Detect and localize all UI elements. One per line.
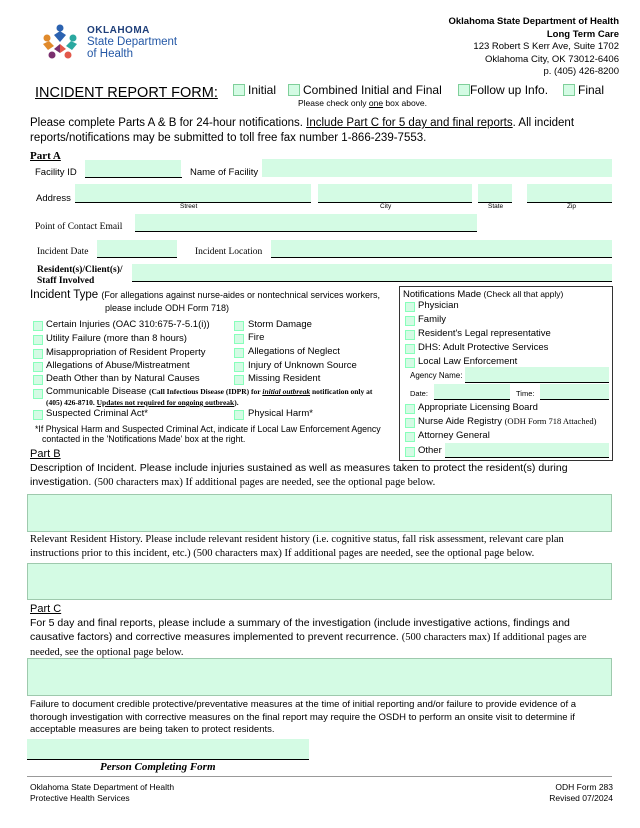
- part-c-text-tail: (500 characters max) If additional pages are needed, see the optional page below.: [30, 632, 587, 658]
- notify-checkbox-4[interactable]: [405, 344, 415, 354]
- physical-harm-checkbox[interactable]: [234, 410, 244, 420]
- notify-checkbox-1[interactable]: [405, 302, 415, 312]
- logo-people-icon: [40, 22, 80, 62]
- logo-line-3: of Health: [87, 48, 134, 60]
- part-b-desc-main: Description of Incident. Please include injuries sustained as well as measures taken to protect the resident(s) during investigation.: [30, 462, 568, 488]
- report-type-initial-checkbox[interactable]: [233, 84, 245, 96]
- incident-right-checkbox-3[interactable]: [234, 348, 244, 358]
- incident-left-label-5: Death Other than by Natural Causes: [46, 373, 200, 384]
- notifications-heading-note: (Check all that apply): [481, 289, 564, 299]
- history-textarea[interactable]: [27, 563, 612, 600]
- facility-id-input[interactable]: [85, 160, 181, 177]
- state-caption: State: [488, 203, 504, 210]
- incident-left-label-1: Certain Injuries (OAC 310:675-7-5.1(i)): [46, 319, 210, 330]
- part-b-desc-tail: (500 characters max) If additional pages are needed, see the optional page below.: [94, 477, 436, 488]
- agency-header: [448, 16, 619, 79]
- communicable-note-d: (405) 426-8710.: [46, 398, 97, 407]
- instructions-a: Please complete Parts A & B for 24-hour notifications.: [30, 117, 307, 129]
- communicable-note-line-2: [46, 398, 239, 407]
- incident-right-label-4: Injury of Unknown Source: [248, 360, 357, 371]
- incident-left-checkbox-5[interactable]: [33, 375, 43, 385]
- licensing-board-checkbox[interactable]: [405, 404, 415, 414]
- agency-division: Long Term Care: [546, 28, 619, 40]
- contact-email-input[interactable]: [135, 214, 477, 231]
- incident-left-label-4: Allegations of Abuse/Mistreatment: [46, 360, 190, 371]
- notify-label-5: Local Law Enforcement: [418, 356, 518, 367]
- instructions-b: Include Part C for 5 day and final reports: [306, 117, 513, 129]
- address-state-input[interactable]: [478, 184, 512, 202]
- report-type-combined-label: Combined Initial and Final: [303, 83, 442, 97]
- agency-phone: p. (405) 426-8200: [543, 66, 619, 77]
- other-label: Other: [418, 445, 442, 456]
- footer-left: [30, 782, 174, 804]
- notifications-heading-text: Notifications Made: [403, 289, 482, 300]
- incident-left-checkbox-3[interactable]: [33, 349, 43, 359]
- residents-underline: [132, 281, 612, 282]
- agency-name: Oklahoma State Department of Health: [448, 16, 619, 27]
- summary-textarea[interactable]: [27, 658, 612, 696]
- communicable-note-e: Updates not required for ongoing outbreak: [96, 398, 235, 407]
- part-a-heading: Part A: [30, 150, 61, 162]
- incident-left-checkbox-4[interactable]: [33, 362, 43, 372]
- part-c-text: [30, 616, 612, 660]
- incident-location-underline: [271, 257, 612, 258]
- incident-right-checkbox-2[interactable]: [234, 334, 244, 344]
- part-b-heading: Part B: [30, 448, 61, 460]
- notify-label-2: Family: [418, 314, 446, 325]
- report-type-followup-checkbox[interactable]: [458, 84, 470, 96]
- incident-left-checkbox-1[interactable]: [33, 321, 43, 331]
- person-completing-underline: [27, 759, 309, 760]
- notify-time-underline: [540, 399, 609, 400]
- notify-date-input[interactable]: [434, 384, 510, 399]
- incident-left-label-2: Utility Failure (more than 8 hours): [46, 333, 187, 344]
- address-label: Address: [36, 193, 71, 204]
- notify-checkbox-2[interactable]: [405, 316, 415, 326]
- incident-date-input[interactable]: [97, 240, 177, 257]
- report-type-initial-label: Initial: [248, 83, 277, 97]
- notify-label-1: Physician: [418, 300, 459, 311]
- check-one-note: [298, 98, 427, 108]
- instructions: [30, 116, 610, 146]
- zip-caption: Zip: [567, 203, 577, 210]
- residents-input[interactable]: [132, 264, 612, 281]
- address-city-underline: [318, 202, 472, 203]
- incident-date-label: Incident Date: [37, 247, 89, 257]
- facility-name-label: Name of Facility: [190, 167, 259, 178]
- instructions-c: . All incident reports/notifications may be submitted to toll free fax: [30, 117, 575, 144]
- part-c-text-main: For 5 day and final reports, please include a summary of the investigation (include investigative actions, findings and causative factors) and corrective measures implemented to prevent recurrence.: [30, 617, 570, 643]
- footer-left-1: Oklahoma State Department of Health: [30, 782, 175, 792]
- agency-name-underline: [465, 382, 609, 383]
- facility-name-input[interactable]: [262, 159, 612, 177]
- check-note-post: box above.: [383, 98, 428, 108]
- residents-label-1: Resident(s)/Client(s)/: [37, 265, 123, 275]
- other-checkbox[interactable]: [405, 447, 415, 457]
- aide-registry-label: [418, 416, 596, 427]
- facility-id-label: Facility ID: [35, 167, 77, 178]
- address-zip-input[interactable]: [527, 184, 612, 202]
- attorney-general-label: Attorney General: [418, 430, 490, 441]
- footer-left-2: Protective Health Services: [30, 793, 130, 803]
- notify-date-label: Date:: [410, 389, 428, 398]
- contact-email-label: Point of Contact Email: [35, 222, 123, 232]
- other-underline: [445, 457, 609, 458]
- agency-name-label: Agency Name:: [410, 371, 463, 380]
- communicable-note-c: notification only at: [310, 387, 373, 396]
- logo-line-1: OKLAHOMA: [87, 25, 150, 36]
- facility-id-underline: [85, 177, 182, 178]
- notify-label-3: Resident's Legal representative: [418, 328, 551, 339]
- address-city-input[interactable]: [318, 184, 472, 202]
- notify-checkbox-5[interactable]: [405, 358, 415, 368]
- aide-registry-checkbox[interactable]: [405, 418, 415, 428]
- logo-line-2: State Department: [87, 36, 178, 48]
- street-caption: Street: [180, 203, 198, 210]
- incident-location-label: Incident Location: [195, 247, 263, 257]
- incident-right-label-3: Allegations of Neglect: [248, 346, 340, 357]
- description-textarea[interactable]: [27, 494, 612, 532]
- notifications-heading: [403, 289, 563, 300]
- communicable-disease-checkbox[interactable]: [33, 389, 43, 399]
- criminal-act-checkbox[interactable]: [33, 410, 43, 420]
- instructions-d: number 1-866-239-7553.: [299, 132, 427, 144]
- aide-registry-text: Nurse Aide Registry: [418, 416, 505, 427]
- incident-right-label-5: Missing Resident: [248, 373, 321, 384]
- warning-text: Failure to document credible protective/preventative measures at the time of initial reporting and/or failure to provide evidence of a thorough investigation with corrective measures on the final report may require the OSDH to perform an onsite visit to determine if acceptable measures are being taken to protect residents.: [30, 699, 577, 735]
- person-completing-label: Person Completing Form: [100, 761, 216, 773]
- incident-right-checkbox-5[interactable]: [234, 375, 244, 385]
- incident-right-checkbox-1[interactable]: [234, 321, 244, 331]
- aide-registry-note: (ODH Form 718 Attached): [504, 416, 597, 426]
- footnote-2: contacted in the 'Notifications Made' box at the right.: [42, 434, 246, 444]
- criminal-act-label: Suspected Criminal Act*: [46, 408, 148, 419]
- notify-checkbox-3[interactable]: [405, 330, 415, 340]
- agency-address-2: Oklahoma City, OK 73012-6406: [485, 53, 619, 65]
- footer-divider: [27, 776, 612, 777]
- communicable-text: Communicable Disease: [46, 386, 149, 397]
- part-c-heading: Part C: [30, 603, 62, 615]
- incident-right-label-1: Storm Damage: [248, 319, 312, 330]
- address-street-input[interactable]: [75, 184, 311, 202]
- communicable-note-a: (Call Infectious Disease (IDPR) for: [148, 387, 263, 396]
- notify-date-underline: [434, 399, 510, 400]
- footer-right-1: ODH Form 283: [555, 782, 613, 792]
- footnote-1: *If Physical Harm and Suspected Criminal Act, indicate if Local Law Enforcement Agency: [35, 424, 381, 434]
- communicable-note-b: initial outbreak: [262, 387, 311, 396]
- report-type-combined-checkbox[interactable]: [288, 84, 300, 96]
- agency-address-1: 123 Robert S Kerr Ave, Suite 1702: [473, 41, 619, 52]
- form-title: INCIDENT REPORT FORM:: [35, 85, 218, 101]
- incident-type-heading: [30, 289, 380, 301]
- communicable-note: [149, 387, 372, 396]
- incident-date-underline: [97, 257, 177, 258]
- check-note-pre: Please check only: [298, 98, 369, 108]
- physical-harm-label: Physical Harm*: [248, 408, 313, 419]
- part-b-history: Relevant Resident History. Please include relevant resident history (i.e. cognitive status, fall risk assessment, relevant care plan instructions prior to this incident, etc.) (500 characters max) If additional pages are needed, see the optional page below.: [30, 534, 564, 559]
- incident-type-note-2: please include ODH Form 718): [105, 303, 230, 313]
- incident-left-label-3: Misappropriation of Resident Property: [46, 347, 206, 358]
- incident-left-checkbox-2[interactable]: [33, 335, 43, 345]
- incident-type-heading-text: Incident Type: [30, 289, 99, 301]
- report-type-final-label: Final: [578, 83, 605, 97]
- contact-email-underline: [135, 231, 477, 232]
- residents-label-2: Staff Involved: [37, 276, 95, 286]
- incident-type-note-1: (For allegations against nurse-aides or nontechnical services workers,: [101, 290, 381, 300]
- agency-name-input[interactable]: [465, 367, 609, 382]
- communicable-disease-label: [46, 386, 372, 397]
- part-b-description: [30, 461, 610, 490]
- licensing-board-label: Appropriate Licensing Board: [418, 402, 538, 413]
- other-input[interactable]: [445, 443, 609, 457]
- incident-right-checkbox-4[interactable]: [234, 362, 244, 372]
- attorney-general-checkbox[interactable]: [405, 432, 415, 442]
- communicable-note-f: ).: [234, 398, 239, 407]
- incident-location-input[interactable]: [271, 240, 612, 257]
- report-type-final-checkbox[interactable]: [563, 84, 575, 96]
- check-note-em: one: [368, 98, 384, 108]
- city-caption: City: [380, 203, 392, 210]
- footer-right: [549, 782, 613, 804]
- notify-time-label: Time:: [516, 389, 535, 398]
- notify-label-4: DHS: Adult Protective Services: [418, 342, 549, 353]
- person-completing-input[interactable]: [27, 739, 309, 759]
- notify-time-input[interactable]: [540, 384, 609, 399]
- report-type-followup-label: Follow up Info.: [470, 83, 549, 97]
- agency-logo: [40, 22, 200, 62]
- incident-right-label-2: Fire: [248, 332, 265, 343]
- footer-right-2: Revised 07/2024: [549, 793, 613, 803]
